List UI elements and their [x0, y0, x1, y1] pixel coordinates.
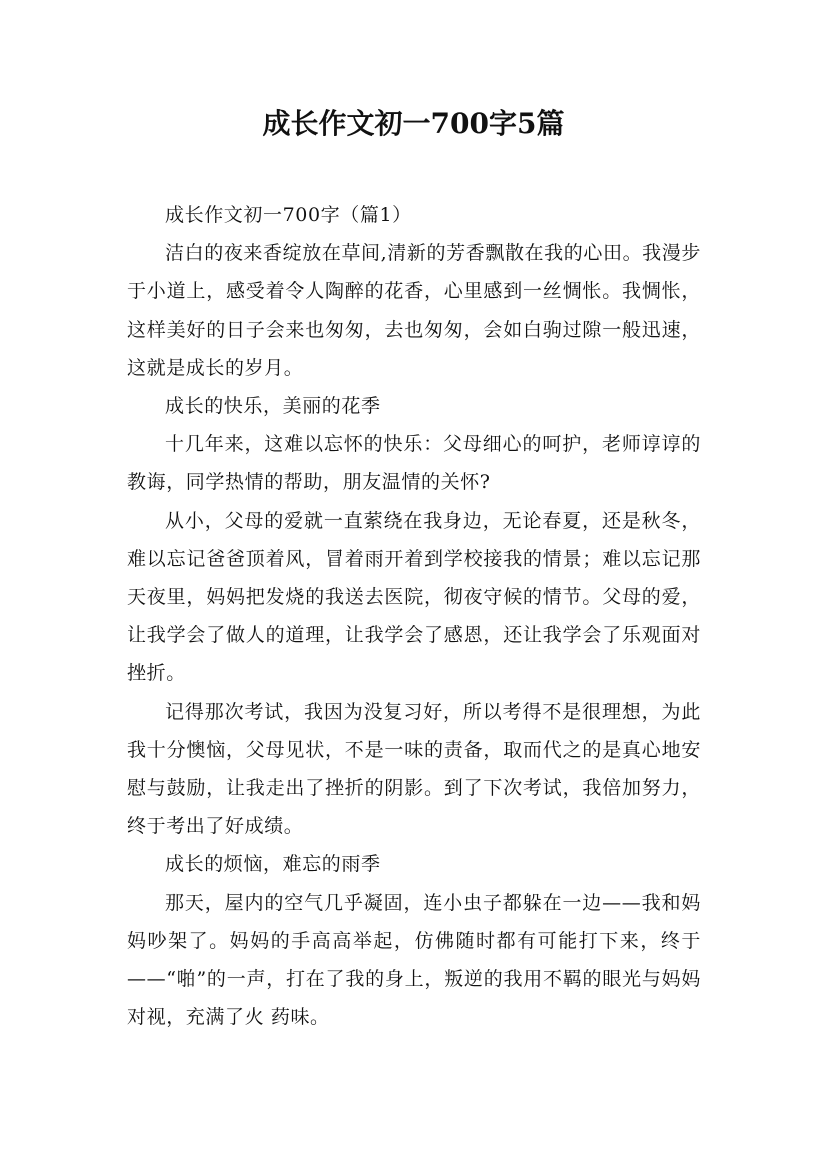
section-heading-1: 成长作文初一700字（篇1）: [165, 204, 412, 226]
paragraph-3: 从小，父母的爱就一直萦绕在我身边，无论春夏，还是秋冬，难以忘记爸爸顶着风，冒着雨开着到学校接我的情景；难以忘记那天夜里，妈妈把发烧的我送去医院，彻夜守候的情节。父母的爱，让我学会了做人的道理，让我学会了感恩，还让我学会了乐观面对挫折。: [127, 509, 701, 685]
paragraph-5: 那天，屋内的空气几乎凝固，连小虫子都躲在一边——我和妈妈吵架了。妈妈的手高高举起，仿佛随时都有可能打下来，终于——“啪”的一声，打在了我的身上，叛逆的我用不羁的眼光与妈妈对视，充满了火 药味。: [127, 891, 701, 1029]
paragraph-4: 记得那次考试，我因为没复习好，所以考得不是很理想，为此我十分懊恼，父母见状，不是一味的责备，取而代之的是真心地安慰与鼓励，让我走出了挫折的阴影。到了下次考试，我倍加努力，终于考出了好成绩。: [127, 700, 701, 838]
subheading-joy: 成长的快乐，美丽的花季: [165, 395, 381, 418]
paragraph-1: 洁白的夜来香绽放在草间,清新的芳香飘散在我的心田。我漫步于小道上，感受着令人陶醉的花香，心里感到一丝惆怅。我惆怅，这样美好的日子会来也匆匆，去也匆匆，会如白驹过隙一般迅速，这就是成长的岁月。: [127, 242, 701, 379]
document-title: 成长作文初一700字5篇: [262, 107, 565, 140]
document-body: [127, 196, 701, 1036]
subheading-trouble: 成长的烦恼，难忘的雨季: [165, 853, 381, 876]
paragraph-2: 十几年来，这难以忘怀的快乐：父母细心的呵护，老师谆谆的教诲，同学热情的帮助，朋友温情的关怀?: [127, 433, 701, 494]
